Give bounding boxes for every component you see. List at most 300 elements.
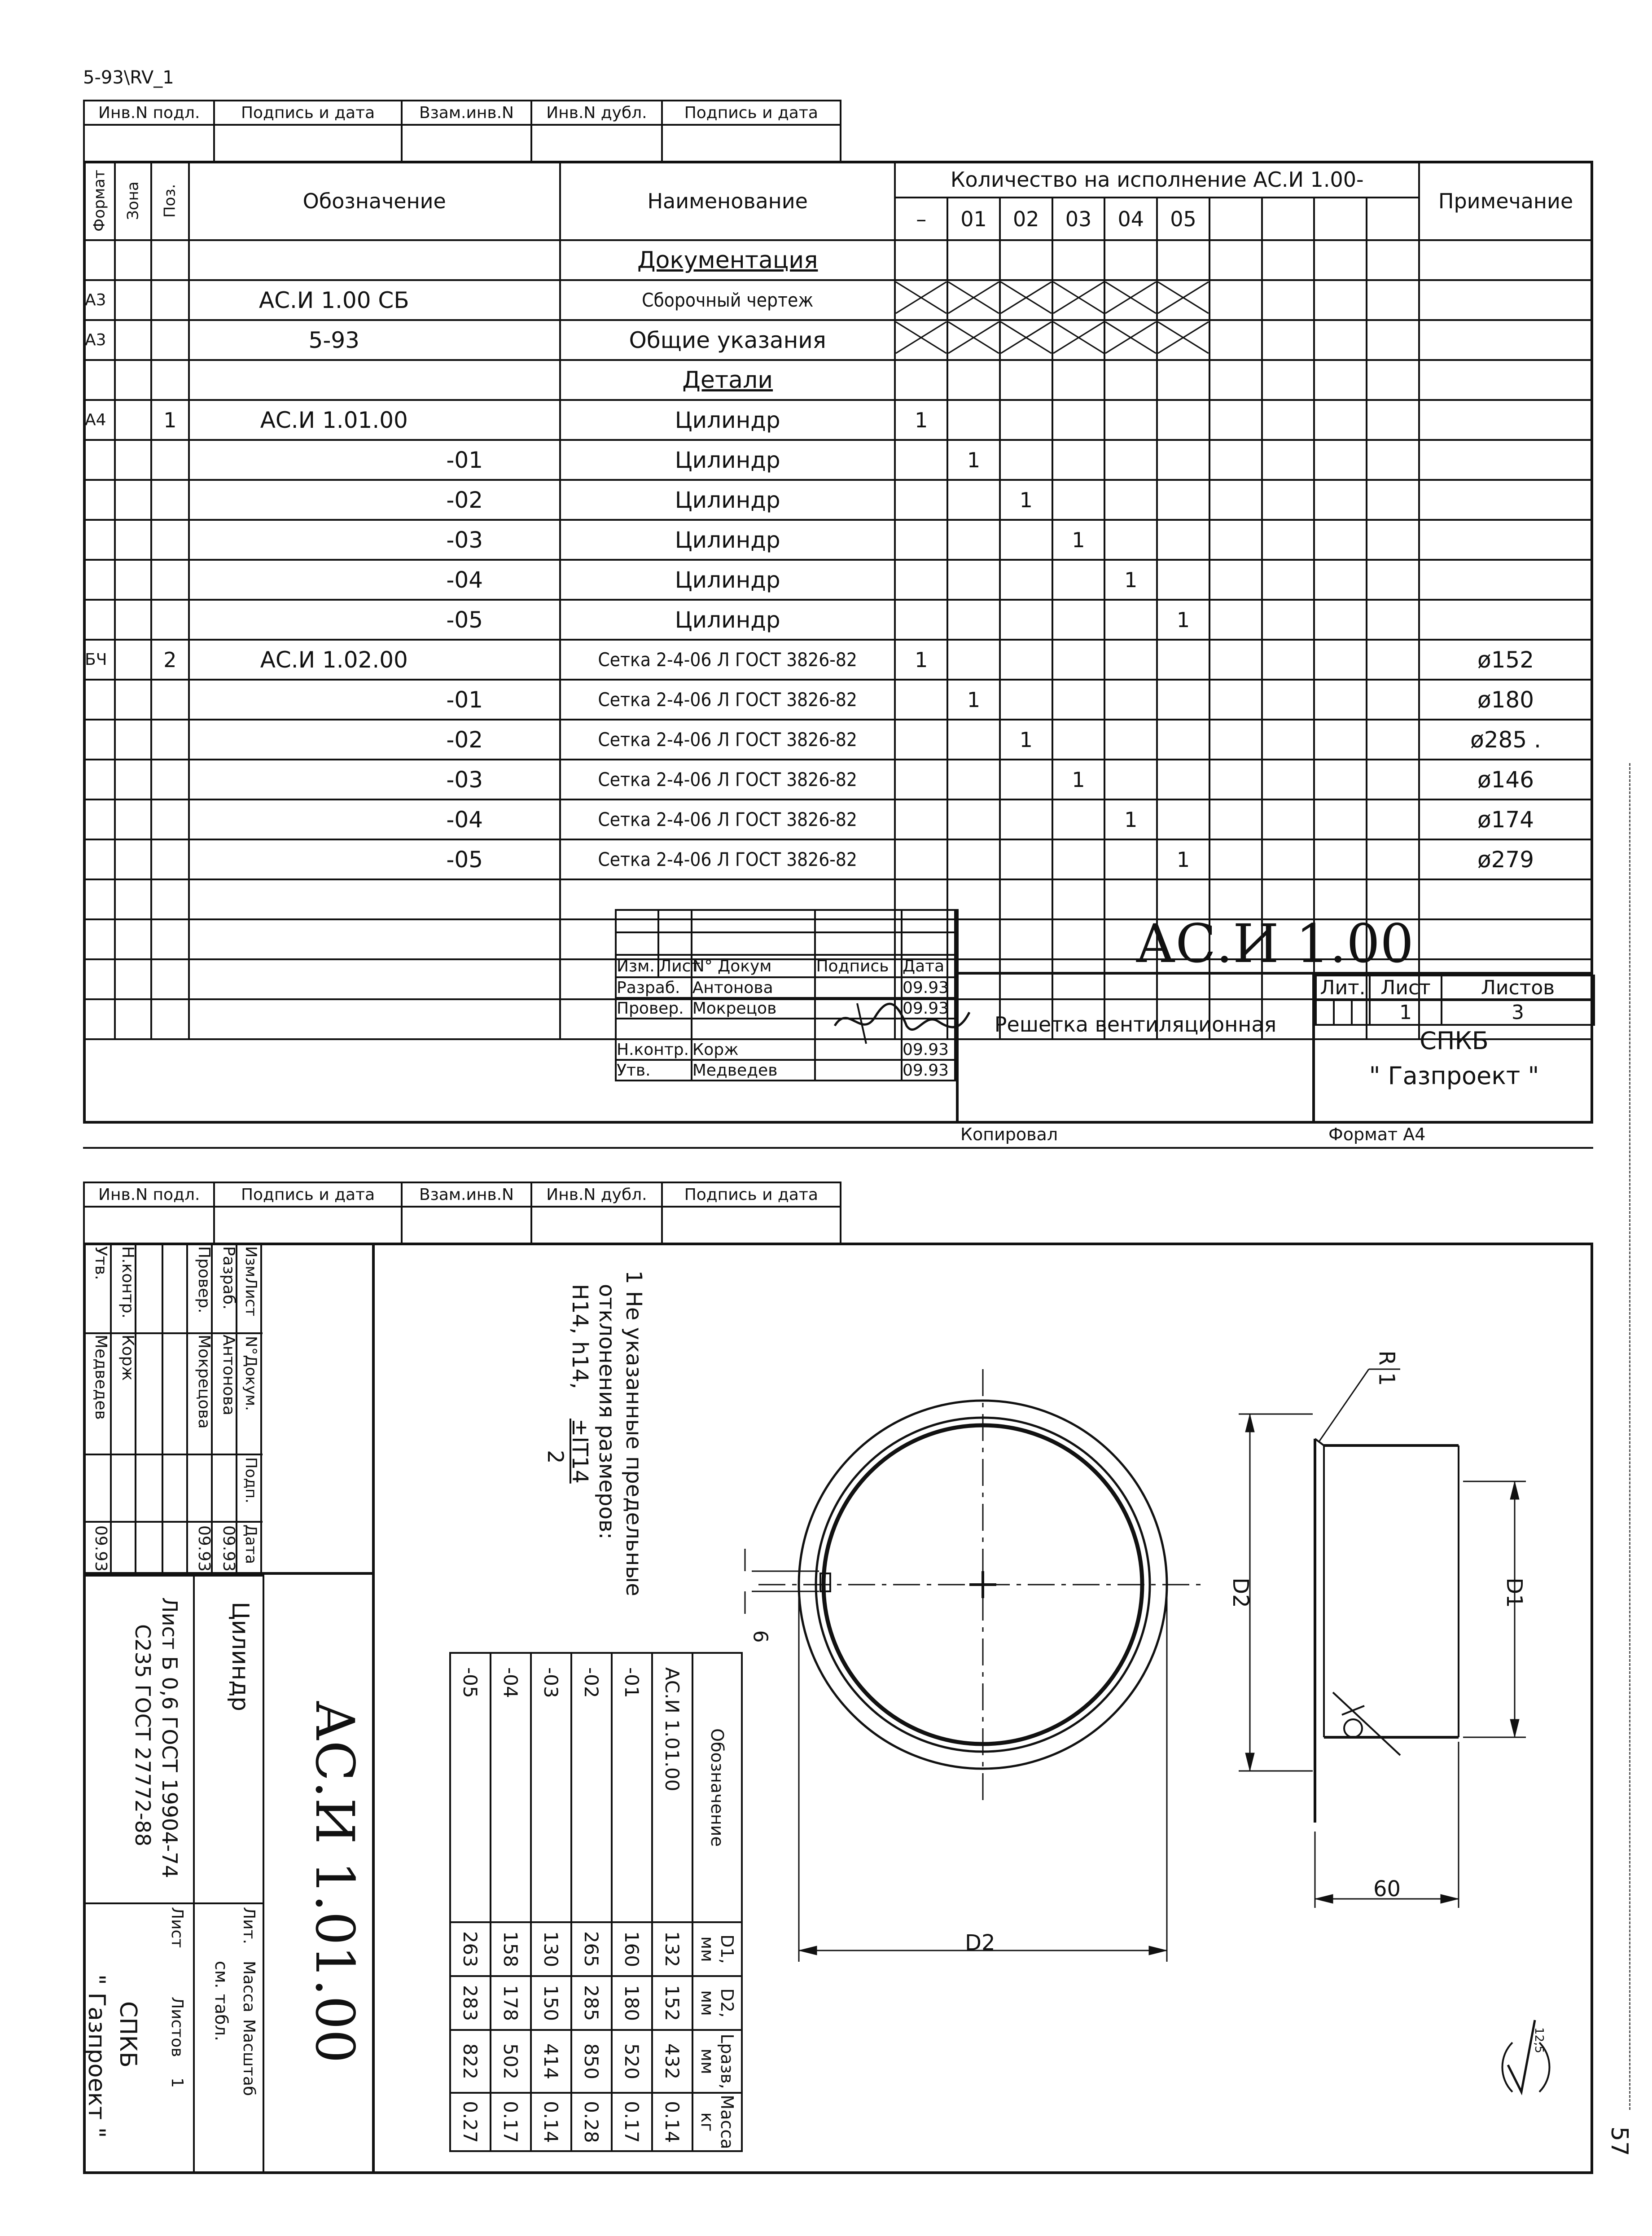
- qty-cell-empty: [1262, 760, 1315, 800]
- row-designation: -04: [189, 800, 561, 839]
- dim-d1: D1: [1501, 1577, 1527, 1608]
- spec-row: [84, 400, 1592, 440]
- qty-cell-empty: [1367, 680, 1419, 720]
- qty-col-header: [1314, 198, 1367, 240]
- tb2-role: Н.контр.: [118, 1246, 137, 1319]
- dim-gap: 6: [749, 1630, 772, 1643]
- tb1-hdr-list: Лист: [658, 955, 692, 977]
- dim-table-row: [491, 1653, 531, 2151]
- binding-line: [1629, 763, 1630, 2110]
- qty-cell: [1104, 440, 1157, 480]
- tb1-name: Мокрецов: [692, 998, 815, 1019]
- row-note: ø152: [1419, 640, 1592, 680]
- qty-cell: [1000, 400, 1052, 440]
- stamp-col: Подпись и дата: [662, 101, 841, 125]
- qty-cell-empty: [1262, 240, 1315, 280]
- qty-cell: [1052, 720, 1105, 760]
- row-zone: [115, 839, 151, 879]
- row-note: [1419, 240, 1592, 280]
- qty-cell: [1104, 240, 1157, 280]
- qty-cell: 1: [947, 680, 1000, 720]
- dim-table-row: [652, 1653, 692, 2151]
- spec-row: [84, 440, 1592, 480]
- row-pos: [151, 480, 188, 520]
- spec-row: [84, 480, 1592, 520]
- dim-table-cell: 432: [652, 2030, 692, 2093]
- dim-table-cell: -05: [450, 1653, 491, 1922]
- tb1-role: Н.контр.: [616, 1039, 692, 1060]
- tb1-name: [692, 1019, 815, 1039]
- qty-cell-empty: [1314, 480, 1367, 520]
- tb1-org2: " Газпроект ": [1369, 1062, 1539, 1090]
- row-format: [84, 680, 115, 720]
- row-note: [1419, 480, 1592, 520]
- qty-col-header: 05: [1157, 198, 1209, 240]
- qty-cell: [1157, 440, 1209, 480]
- row-designation: АС.И 1.02.00: [189, 640, 561, 680]
- qty-cell: [1157, 800, 1209, 839]
- dim-table-cell: 152: [652, 1976, 692, 2030]
- qty-cell: [895, 240, 947, 280]
- spec-table: [83, 161, 1593, 1040]
- spec-row: [84, 240, 1592, 280]
- qty-cell: [895, 720, 947, 760]
- row-name: Сетка 2-4-06 Л ГОСТ 3826-82: [560, 839, 895, 879]
- spec-row: [84, 600, 1592, 640]
- dim-table-cell: 850: [571, 2030, 612, 2093]
- drawing-doc-code: АС.И 1.01.00: [304, 1700, 366, 2063]
- qty-cell-empty: [1262, 400, 1315, 440]
- spec-doc-code: АС.И 1.00: [1135, 913, 1414, 975]
- row-name: Сетка 2-4-06 Л ГОСТ 3826-82: [560, 680, 895, 720]
- qty-cell: [1104, 360, 1157, 400]
- tb2-hdr-sign: Подп.: [242, 1457, 260, 1503]
- tb1-role: Разраб.: [616, 977, 692, 998]
- qty-cell: [1104, 720, 1157, 760]
- tb1-lit: Лит.: [1316, 975, 1370, 1000]
- cylinder-drawing: [718, 1257, 1593, 2155]
- tb1-date: 09.93: [902, 977, 955, 998]
- cross-mark: [1000, 320, 1052, 360]
- qty-cell-empty: [1367, 360, 1419, 400]
- qty-cell-empty: [1367, 480, 1419, 520]
- qty-cell: [1157, 720, 1209, 760]
- row-designation: -03: [189, 520, 561, 560]
- qty-cell: 1: [1104, 560, 1157, 600]
- qty-cell: [1157, 520, 1209, 560]
- dim-table-cell: 263: [450, 1922, 491, 1976]
- tb2-mass-value: см. табл.: [211, 1961, 231, 2041]
- dim-table-cell: 414: [531, 2030, 571, 2093]
- qty-cell-empty: [1262, 640, 1315, 680]
- stamp-strip-bottom: [83, 1182, 841, 1244]
- qty-cell-empty: [1209, 640, 1262, 680]
- row-pos: [151, 800, 188, 839]
- qty-cell: 1: [1157, 600, 1209, 640]
- row-designation: -01: [189, 680, 561, 720]
- row-zone: [115, 240, 151, 280]
- row-note: ø279: [1419, 839, 1592, 879]
- spec-row: [84, 680, 1592, 720]
- qty-col-header: [1209, 198, 1262, 240]
- qty-cell: 1: [895, 400, 947, 440]
- qty-cell-empty: [1209, 760, 1262, 800]
- qty-cell: [947, 800, 1000, 839]
- tb2-lit: Лит.: [240, 1907, 258, 1944]
- row-designation: -04: [189, 560, 561, 600]
- dim-table-cell: 520: [612, 2030, 652, 2093]
- row-format: [84, 440, 115, 480]
- qty-cell-empty: [1209, 280, 1262, 320]
- qty-cell-empty: [1262, 440, 1315, 480]
- qty-cell-empty: [1314, 280, 1367, 320]
- row-zone: [115, 400, 151, 440]
- page-number: 57: [1606, 2126, 1633, 2157]
- drawing-title: Цилиндр: [227, 1602, 254, 1712]
- tb2-sheet-label: Лист: [168, 1907, 186, 1948]
- cross-mark: [895, 280, 947, 320]
- qty-cell: [1052, 600, 1105, 640]
- qty-cell-empty: [1262, 520, 1315, 560]
- hdr-format: Формат: [84, 162, 115, 240]
- tb1-role: Провер.: [616, 998, 692, 1019]
- qty-cell: [947, 640, 1000, 680]
- qty-cell-empty: [1314, 320, 1367, 360]
- qty-cell-empty: [1367, 800, 1419, 839]
- tb2-sheets-label: Листов: [168, 1997, 186, 2057]
- qty-cell: [947, 240, 1000, 280]
- spec-row: [84, 280, 1592, 320]
- spec-title: Решетка вентиляционная: [994, 1012, 1277, 1037]
- tb2-org2: " Газпроект ": [83, 1974, 110, 2138]
- row-note: [1419, 440, 1592, 480]
- qty-cell: [1104, 640, 1157, 680]
- dim-table-cell: 0.17: [612, 2093, 652, 2151]
- row-note: ø146: [1419, 760, 1592, 800]
- qty-cell-empty: [1367, 280, 1419, 320]
- row-format: БЧ: [84, 640, 115, 680]
- qty-cell: [1052, 400, 1105, 440]
- qty-cell: [947, 480, 1000, 520]
- row-designation: -01: [189, 440, 561, 480]
- dim-table-row: [612, 1653, 652, 2151]
- tb2-role: Провер.: [195, 1246, 213, 1313]
- qty-cell: [947, 720, 1000, 760]
- qty-cell: [1157, 360, 1209, 400]
- row-note: [1419, 280, 1592, 320]
- tb2-date: 09.93: [219, 1525, 238, 1572]
- note-line-2: отклонения размеров:: [594, 1284, 619, 1540]
- qty-cell: [1157, 680, 1209, 720]
- qty-cell: [895, 760, 947, 800]
- qty-cell: [1000, 520, 1052, 560]
- dimension-table: [406, 1652, 743, 2150]
- row-zone: [115, 520, 151, 560]
- spec-row: [84, 720, 1592, 760]
- hdr-zone: Зона: [115, 162, 151, 240]
- dim-table-header: D2, мм: [692, 1976, 742, 2030]
- row-pos: 2: [151, 640, 188, 680]
- tb1-name: Антонова: [692, 977, 815, 998]
- qty-cell: 1: [1157, 839, 1209, 879]
- dim-table-header: D1, мм: [692, 1922, 742, 1976]
- row-format: А4: [84, 400, 115, 440]
- qty-cell-empty: [1262, 720, 1315, 760]
- row-name: Сетка 2-4-06 Л ГОСТ 3826-82: [560, 640, 895, 680]
- qty-cell: [1000, 360, 1052, 400]
- cross-mark: [1000, 280, 1052, 320]
- title-block-1: [615, 909, 1593, 1124]
- tb2-org1: СПКБ: [114, 2001, 141, 2068]
- qty-cell-empty: [1262, 680, 1315, 720]
- qty-cell: [947, 520, 1000, 560]
- dim-table-row: [571, 1653, 612, 2151]
- tb2-name: Медведев: [92, 1335, 110, 1420]
- stamp-col: Инв.N подл.: [84, 1182, 214, 1207]
- qty-cell-empty: [1209, 400, 1262, 440]
- spec-row: [84, 320, 1592, 360]
- row-format: [84, 760, 115, 800]
- footer-copied: Копировал: [960, 1125, 1058, 1144]
- hdr-qty: Количество на исполнение АС.И 1.00-: [895, 162, 1419, 198]
- qty-col-header: 02: [1000, 198, 1052, 240]
- hdr-name: Наименование: [560, 162, 895, 240]
- qty-cell-empty: [1314, 240, 1367, 280]
- qty-cell-empty: [1314, 640, 1367, 680]
- tb2-scale: Масштаб: [240, 2019, 258, 2096]
- tb2-role: Утв.: [92, 1246, 110, 1280]
- note-tol: ±IT14: [567, 1419, 592, 1484]
- dim-table-cell: 502: [491, 2030, 531, 2093]
- qty-cell-empty: [1314, 720, 1367, 760]
- row-designation: -05: [189, 600, 561, 640]
- dim-table-cell: -01: [612, 1653, 652, 1922]
- cross-mark: [1104, 280, 1157, 320]
- qty-cell: 1: [1104, 800, 1157, 839]
- qty-cell-empty: [1367, 520, 1419, 560]
- tb1-role: Утв.: [616, 1060, 692, 1081]
- dim-table-cell: 160: [612, 1922, 652, 1976]
- qty-col-header: [1262, 198, 1315, 240]
- qty-cell-empty: [1367, 640, 1419, 680]
- row-zone: [115, 480, 151, 520]
- qty-cell: [895, 839, 947, 879]
- row-designation: -02: [189, 480, 561, 520]
- hdr-note: Примечание: [1419, 162, 1592, 240]
- qty-cell-empty: [1314, 440, 1367, 480]
- qty-cell-empty: [1209, 240, 1262, 280]
- stamp-strip-top: [83, 100, 841, 163]
- tb1-date: 09.93: [902, 998, 955, 1019]
- spec-row: [84, 839, 1592, 879]
- row-zone: [115, 800, 151, 839]
- footer-format: Формат А4: [1328, 1125, 1426, 1144]
- dim-table-cell: -03: [531, 1653, 571, 1922]
- qty-cell: [895, 520, 947, 560]
- row-format: [84, 240, 115, 280]
- qty-cell: [947, 839, 1000, 879]
- row-pos: [151, 839, 188, 879]
- dim-table-header: Масса кг: [692, 2093, 742, 2151]
- qty-cell: [1052, 440, 1105, 480]
- tb1-sheet: 1: [1370, 1000, 1442, 1025]
- qty-cell-empty: [1367, 720, 1419, 760]
- cross-mark: [1157, 280, 1209, 320]
- tb1-name: Корж: [692, 1039, 815, 1060]
- qty-cell: [895, 480, 947, 520]
- qty-cell: [895, 360, 947, 400]
- qty-cell: [1000, 240, 1052, 280]
- row-designation: АС.И 1.00 СБ: [189, 280, 561, 320]
- row-note: ø285 .: [1419, 720, 1592, 760]
- qty-cell: [1000, 440, 1052, 480]
- material-1: Лист Б 0,6 ГОСТ 19904-74: [158, 1597, 182, 1878]
- tb2-doc-code-wrap: [280, 1700, 370, 2063]
- tb2-hdr-list: Лист: [242, 1278, 260, 1317]
- row-name: Общие указания: [560, 320, 895, 360]
- qty-cell-empty: [1367, 600, 1419, 640]
- dim-table-header: Обозначение: [692, 1653, 742, 1922]
- dim-r1: R 1: [1374, 1350, 1399, 1386]
- qty-cell: [895, 800, 947, 839]
- qty-cell: [1000, 600, 1052, 640]
- cross-mark: [895, 320, 947, 360]
- qty-cell: 1: [1000, 720, 1052, 760]
- tb2-name: Антонова: [219, 1335, 238, 1415]
- qty-cell: [1157, 760, 1209, 800]
- row-name: Цилиндр: [560, 560, 895, 600]
- qty-cell: [1157, 480, 1209, 520]
- row-pos: [151, 440, 188, 480]
- qty-cell: [1104, 760, 1157, 800]
- tb1-date: 09.93: [902, 1060, 955, 1081]
- row-name: Детали: [560, 360, 895, 400]
- qty-cell-empty: [1209, 800, 1262, 839]
- row-name: Цилиндр: [560, 400, 895, 440]
- qty-cell-empty: [1262, 320, 1315, 360]
- row-zone: [115, 760, 151, 800]
- dim-table-cell: 150: [531, 1976, 571, 2030]
- spec-row: [84, 560, 1592, 600]
- cross-mark: [1157, 320, 1209, 360]
- hdr-pos: Поз.: [151, 162, 188, 240]
- row-pos: [151, 240, 188, 280]
- row-pos: [151, 520, 188, 560]
- qty-cell: 1: [1052, 520, 1105, 560]
- row-note: [1419, 560, 1592, 600]
- dim-table-row: [450, 1653, 491, 2151]
- note-line-3: H14, h14,: [567, 1284, 592, 1389]
- qty-cell-empty: [1367, 839, 1419, 879]
- qty-cell-empty: [1367, 760, 1419, 800]
- spec-row: [84, 360, 1592, 400]
- row-zone: [115, 280, 151, 320]
- stamp-col: Инв.N подл.: [84, 101, 214, 125]
- qty-cell: [1052, 640, 1105, 680]
- spec-row: [84, 640, 1592, 680]
- qty-col-header: 04: [1104, 198, 1157, 240]
- material-2: С235 ГОСТ 27772-88: [131, 1624, 155, 1847]
- dim-table-cell: 285: [571, 1976, 612, 2030]
- stamp-col: Инв.N дубл.: [531, 1182, 662, 1207]
- stamp-col: Подпись и дата: [214, 101, 401, 125]
- row-format: [84, 600, 115, 640]
- qty-cell-empty: [1367, 400, 1419, 440]
- signature-scribble: [830, 994, 974, 1048]
- row-format: [84, 360, 115, 400]
- qty-cell: [1157, 640, 1209, 680]
- row-format: [84, 560, 115, 600]
- title-block-2: [83, 1243, 375, 2174]
- row-designation: -05: [189, 839, 561, 879]
- dim-table-cell: 158: [491, 1922, 531, 1976]
- row-note: [1419, 600, 1592, 640]
- row-format: А3: [84, 280, 115, 320]
- qty-cell-empty: [1209, 360, 1262, 400]
- tb2-hdr-ndoc: N°Докум.: [242, 1336, 260, 1411]
- qty-cell-empty: [1367, 440, 1419, 480]
- qty-cell-empty: [1209, 480, 1262, 520]
- dim-table-cell: 0.17: [491, 2093, 531, 2151]
- qty-cell: [1000, 680, 1052, 720]
- dim-table-cell: 265: [571, 1922, 612, 1976]
- qty-cell: [1052, 839, 1105, 879]
- qty-cell-empty: [1209, 320, 1262, 360]
- qty-cell-empty: [1262, 800, 1315, 839]
- qty-cell-empty: [1209, 520, 1262, 560]
- qty-cell-empty: [1262, 480, 1315, 520]
- qty-cell-empty: [1314, 520, 1367, 560]
- tb2-date: 09.93: [195, 1525, 213, 1572]
- dim-table-cell: 178: [491, 1976, 531, 2030]
- qty-cell-empty: [1262, 600, 1315, 640]
- dim-table-cell: 283: [450, 1976, 491, 2030]
- qty-cell: [1104, 680, 1157, 720]
- qty-cell: [1052, 560, 1105, 600]
- qty-cell-empty: [1314, 400, 1367, 440]
- qty-cell-empty: [1314, 839, 1367, 879]
- cross-mark: [947, 280, 1000, 320]
- qty-cell: 1: [895, 640, 947, 680]
- tb1-role: [616, 1019, 692, 1039]
- row-pos: [151, 280, 188, 320]
- qty-col-header: 03: [1052, 198, 1105, 240]
- qty-cell: [895, 600, 947, 640]
- dim-table-cell: 130: [531, 1922, 571, 1976]
- qty-cell: [1104, 839, 1157, 879]
- row-name: Документация: [560, 240, 895, 280]
- row-zone: [115, 640, 151, 680]
- row-name: Сборочный чертеж: [560, 280, 895, 320]
- spec-row: [84, 520, 1592, 560]
- tb2-name: Мокрецова: [195, 1335, 213, 1429]
- row-name: Цилиндр: [560, 520, 895, 560]
- row-pos: [151, 760, 188, 800]
- tb1-sheets-label: Листов: [1442, 975, 1594, 1000]
- qty-cell: [1052, 480, 1105, 520]
- qty-cell-empty: [1209, 560, 1262, 600]
- row-format: [84, 800, 115, 839]
- qty-cell-empty: [1314, 600, 1367, 640]
- dim-table-cell: 0.28: [571, 2093, 612, 2151]
- qty-cell-empty: [1262, 280, 1315, 320]
- row-format: [84, 720, 115, 760]
- qty-col-header: [1367, 198, 1419, 240]
- qty-cell: [947, 360, 1000, 400]
- row-zone: [115, 360, 151, 400]
- tb1-hdr-izm: Изм.: [616, 955, 658, 977]
- tb1-sheet-label: Лист: [1370, 975, 1442, 1000]
